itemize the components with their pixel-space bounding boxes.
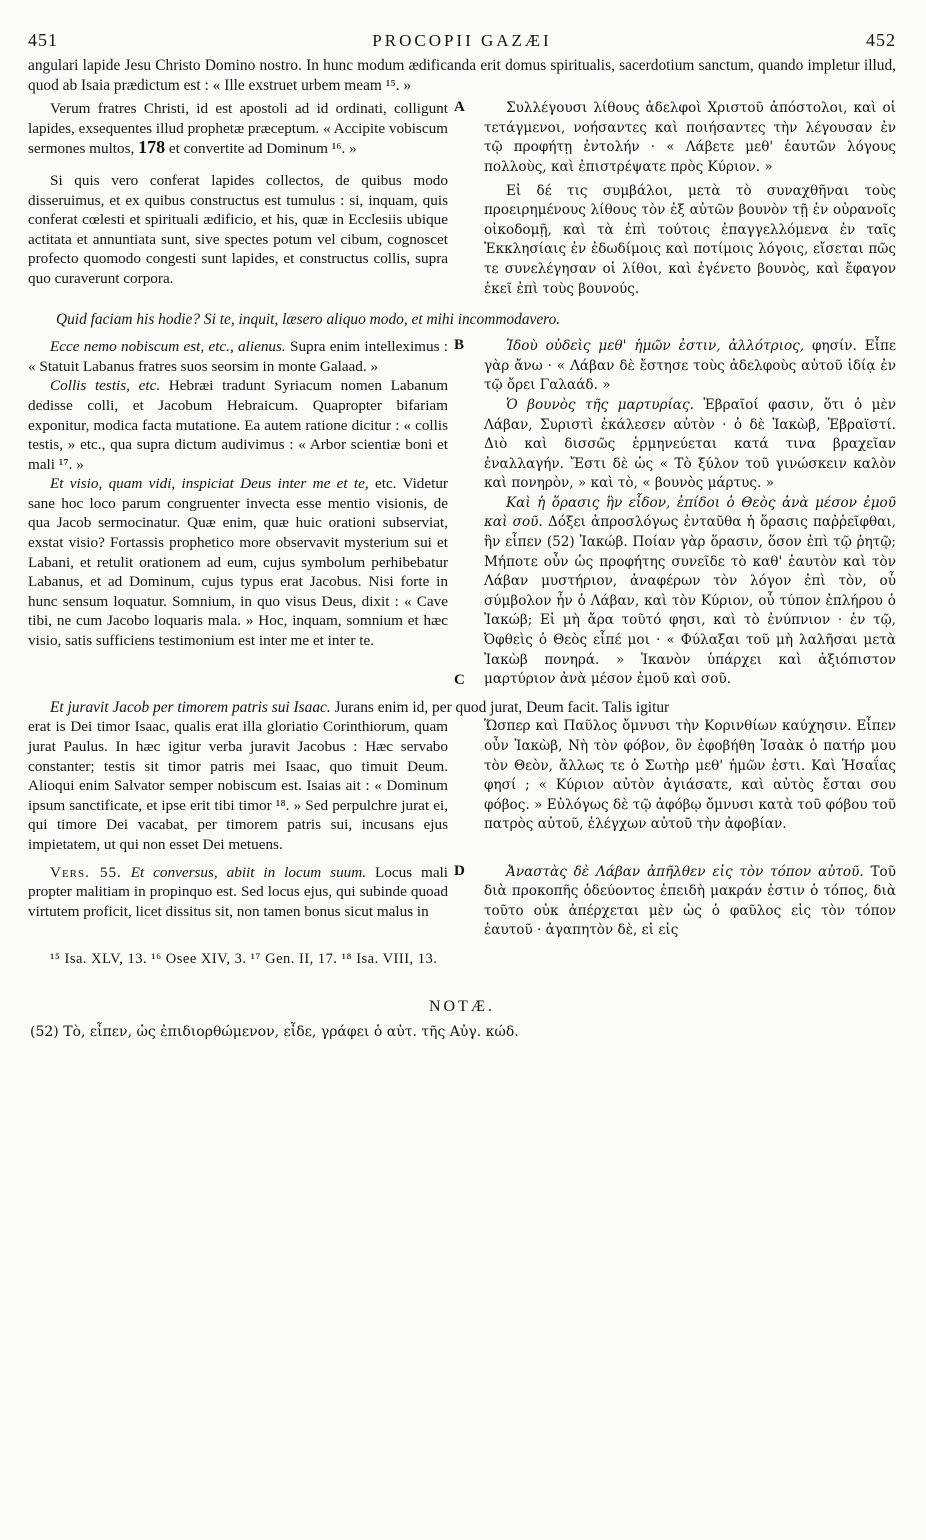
latin-paragraph: Et visio, quam vidi, inspiciat Deus inter me et te, etc. Videtur sane hoc loco parum congruenter invecta esse mentio visionis, de qua Jacob sermocinatur. Quæ enim, quæ huic orationi subserviat, exstat visio? Fortassis prophetico more observavit mysterium sui et Labani, et retulit orationem ad eum, cujus symbolum perhibebatur Labanus, et ad Dominum, cujus typus erat Jacobus. Nisi forte in hunc sensum loquatur. Somnium, in quo visus Deus, dixit : « Cave tibi, ne cum Jacobo loquaris mala. » Hoc, inquam, somnium et hæc visio, satis sufficiens testimonium est inter me et inter te. bbox=[28, 475, 448, 650]
greek-paragraph: Ἀναστὰς δὲ Λάβαν ἀπῆλθεν εἰς τὸν τόπον αὐτοῦ. Τοῦ διὰ προκοπῆς ὁδεύοντος ἐπειδὴ μακράν ἐστιν ὁ τόπος, διὰ τοῦτο οὐκ ἀπέρχεται μὲν ὡς ὁ φαῦλος εἰς τὸν τόπον ἑαυτοῦ · ἀγαπητὸν δὲ, εἰ εἰς bbox=[484, 863, 896, 939]
notes-heading: NOTÆ. bbox=[428, 997, 496, 1015]
latin-column-d bbox=[28, 863, 448, 941]
greek-paragraph: Ἰδοὺ οὐδεὶς μεθ' ἡμῶν ἐστιν, ἀλλότριος, φησίν. Εἶπε γὰρ ἄνω · « Λάβαν δὲ ἔστησε τοὺς ἀδελφοὺς αὐτοῦ ἰδίᾳ ἐν τῷ ὄρει Γαλαάδ. » bbox=[484, 338, 896, 394]
section-jurans bbox=[28, 717, 896, 854]
marker-d: D bbox=[454, 862, 465, 879]
latin-paragraph: Si quis vero conferat lapides collectos, de quibus modo disseruimus, et ex quibus constructus est tumulus : si, inquam, quis conferat cœlesti et spirituali ædificio, et his, quæ in Ecclesiis ubique actitata et annuntiata sunt, sive spectes potum vel cibum, cognoscet profecto quomodo congesti sunt lapides, et constructus collis, supra quo curaverunt corpora. bbox=[28, 171, 448, 287]
lemma: Et conversus, abiit in locum suum. bbox=[130, 863, 367, 881]
latin-paragraph: Verum fratres Christi, id est apostoli ad id ordinati, colligunt lapides, exsequentes illud prophetæ præceptum. « Accipite vobiscum sermones multos, 178 et convertite ad Dominum ¹⁶. » bbox=[28, 100, 448, 158]
section-a bbox=[28, 99, 896, 299]
latin-paragraph: Collis testis, etc. Hebræi tradunt Syriacum nomen Labanum dedisse colli, et Jacobum Hebraicum. Quapropter bifariam exponitur, modica facta mutatione. Ea autem ratione dicitur : « collis testis, » etc., qua supra dictum audivimus : « Arbor scientiæ boni et mali ¹⁷. » bbox=[28, 377, 449, 473]
right-page-number: 452 bbox=[866, 30, 896, 50]
running-title: PROCOPII GAZÆI bbox=[372, 31, 552, 50]
greek-column-a bbox=[484, 99, 896, 299]
marker-c: C bbox=[454, 672, 465, 689]
lemma: Et juravit Jacob per timorem patris sui Isaac. bbox=[50, 698, 331, 716]
lemma: Ἰδοὺ οὐδεὶς μεθ' ἡμῶν ἐστιν, ἀλλότριος, bbox=[506, 338, 805, 355]
verse-label: Vers. 55. bbox=[50, 863, 122, 881]
verse-heading: Quid faciam his hodie? Si te, inquit, læsero aliquo modo, et mihi incommodavero. bbox=[56, 311, 561, 329]
latin-column-b bbox=[28, 337, 448, 690]
lemma: Ecce nemo nobiscum est, etc., alienus. bbox=[50, 338, 286, 356]
lemma: Ἀναστὰς δὲ Λάβαν ἀπῆλθεν εἰς τὸν τόπον αὐτοῦ. bbox=[506, 863, 864, 880]
note-52: (52) Τὸ, εἶπεν, ὡς ἐπιδιορθώμενον, εἶδε, γράφει ὁ αὐτ. τῆς Αὐγ. κώδ. bbox=[30, 1023, 519, 1040]
lemma: Et visio, quam vidi, inspiciat Deus inter me et te, bbox=[50, 475, 369, 493]
latin-column-jurans: erat is Dei timor Isaac, qualis erat illa gloriatio Corinthiorum, quam jurat Paulus. In hæc igitur verba juravit Jacobus : Hæc servabo constanter; testis sit timor patris mei Isaac, quo timuit Deum. Alioqui enim Salvator semper nobiscum est. Isaias ait : « Dominum ipsum sanctificate, et ipse erit tibi timor ¹⁸. » Sed perpulchre jurat ei, qui timore Dei vacabat, per timorem patris sui, incusans ejus impietatem, ut qui non esset Dei metuens. bbox=[28, 718, 448, 853]
lemma: Ὁ βουνὸς τῆς μαρτυρίας. bbox=[506, 396, 694, 413]
column-number: 178 bbox=[138, 137, 166, 158]
jurans-lead-line: Et juravit Jacob per timorem patris sui Isaac. Jurans enim id, per quod jurat, Deum facit. Talis igitur bbox=[50, 698, 670, 716]
running-header bbox=[28, 30, 896, 56]
greek-paragraph: Καὶ ἡ ὅρασις ἣν εἶδον, ἐπίδοι ὁ Θεὸς ἀνὰ μέσον ἐμοῦ καὶ σοῦ. Δόξει ἀπροσλόγως ἐνταῦθα ἡ ὅρασις παῤῥεῖφθαι, ἣν εἶπεν (52) Ἰακώβ. Ποίαν γὰρ ὅρασιν, ὅσον ἐπὶ τῷ ῥητῷ; Μήποτε οὖν ὡς προφήτης συνεῖδε τὸ καθ' ἑαυτὸν καὶ τὸν Λάβαν μυστήριον, ἀναφέρων τὸν λόγον ἐπὶ τὸν, οὗ σύμβολον ἦν ὁ Λάβαν, καὶ τὸν Κύριον, οὗ τύπον ἐπλήρου ὁ Ἰακώβ; Εἰ μὴ ἄρα τοῦτό φησι, καὶ τὸ ἐνύπνιον · ἐν τῷ, Ὀφθεὶς ὁ Θεὸς εἶπέ μοι · « Φύλαξαι τοῦ μὴ λαλῆσαι μετὰ Ἰακὼβ πονηρά. » Ἱκανὸν ὑπάρχει καὶ ἀξιόπιστον μαρτύριον ἀνὰ μέσον ἐμοῦ καὶ σοῦ. bbox=[484, 494, 896, 688]
lemma: Collis testis, etc. bbox=[50, 377, 161, 395]
greek-paragraph: Εἰ δέ τις συμβάλοι, μετὰ τὸ συναχθῆναι τοὺς προειρημένους λίθους τὸν ἐξ αὐτῶν βουνὸν τῇ ἐν οὐρανοῖς οἰκοδομῇ, καὶ τὰ ἐπὶ τούτοις ἐπαγγελλόμενα ἐν ταῖς Ἐκκλησίαις ἐν ἐδωδίμοις καὶ ποτίμοις λόγοις, εἴσεται πῶς τε συνελέγησαν οἱ λίθοι, καὶ ἐγένετο βουνὸς, καὶ ἔφαγον ἐκεῖ ἐπὶ τοὺς βουνούς. bbox=[484, 182, 896, 297]
latin-paragraph: Vers. 55. Et conversus, abiit in locum suum. Locus mali propter malitiam in propinquo est. Sed locus ejus, qui subinde quoad virtutem proficit, licet dissitus sit, non tamen bonus sicut malus in bbox=[28, 863, 448, 920]
greek-paragraph: Συλλέγουσι λίθους ἀδελφοὶ Χριστοῦ ἀπόστολοι, καὶ οἱ τετάγμενοι, νοήσαντες καὶ ποιήσαντες τὴν λέγουσαν ἐν τῷ προφήτῃ ἐντολήν · « Λάβετε μεθ' ἑαυτῶν λόγους πολλοὺς, καὶ ἐπιστρέψατε πρὸς Κύριον. » bbox=[484, 100, 896, 175]
footnotes: ¹⁵ Isa. XLV, 13. ¹⁶ Osee XIV, 3. ¹⁷ Gen. II, 17. ¹⁸ Isa. VIII, 13. bbox=[50, 950, 438, 967]
book-page bbox=[28, 30, 896, 1040]
marker-a: A bbox=[454, 99, 465, 116]
section-b bbox=[28, 337, 896, 690]
latin-paragraph: Ecce nemo nobiscum est, etc., alienus. Supra enim intelleximus : « Statuit Labanus fratres suos seorsim in monte Galaad. » bbox=[28, 338, 449, 375]
greek-column-b bbox=[484, 337, 896, 690]
greek-paragraph: Ὁ βουνὸς τῆς μαρτυρίας. Ἑβραῖοί φασιν, ὅτι ὁ μὲν Λάβαν, Συριστὶ ἐκάλεσεν αὐτὸν · ὁ δὲ Ἰακὼβ, Ἑβραϊστί. Διὸ καὶ δισσῶς ἑρμηνεύεται κατά τινα βραχεῖαν ἐναλλαγήν. Ἔστι δὲ ὡς « Τὸ ξύλον τοῦ γινώσκειν καλὸν καὶ πονηρὸν, » καὶ τὸ, « βουνὸς μάρτυς. » bbox=[484, 396, 896, 492]
left-page-number: 451 bbox=[28, 30, 58, 50]
section-d bbox=[28, 863, 896, 941]
lemma: Καὶ ἡ ὅρασις ἣν εἶδον, ἐπίδοι ὁ Θεὸς ἀνὰ μέσον ἐμοῦ καὶ σοῦ. bbox=[484, 494, 896, 531]
greek-column-jurans: Ὥσπερ καὶ Παῦλος ὄμνυσι τὴν Κορινθίων καύχησιν. Εἶπεν οὖν Ἰακὼβ, Νὴ τὸν φόβον, ὃν ἐφοβήθη Ἰσαὰκ ὁ πατήρ μου τὸν Θεὸν, ἄλλως τε ὁ Σωτὴρ μεθ' ἡμῶν ἐστι. Καὶ Ἡσαΐας φησί ; « Κύριον αὐτὸν ἁγιάσατε, καὶ αὐτὸς ἔσται σου φόβος. » Εὐλόγως δὲ τῷ ἀφόβῳ ὄμνυσι κατὰ τοῦ φόβου τοῦ πατρὸς αὐτοῦ, ἐλέγχων αὐτοῦ τὴν ἀφοβίαν. bbox=[484, 718, 896, 833]
intro-paragraph: angulari lapide Jesu Christo Domino nostro. In hunc modum ædificanda erit domus spiritualis, sacerdotium sanctum, quando impletur illud, quod ab Isaia prædictum est : « Ille exstruet urbem meam ¹⁵. » bbox=[28, 57, 896, 94]
marker-b: B bbox=[454, 337, 465, 354]
greek-column-d bbox=[484, 863, 896, 941]
latin-column-a bbox=[28, 99, 448, 299]
